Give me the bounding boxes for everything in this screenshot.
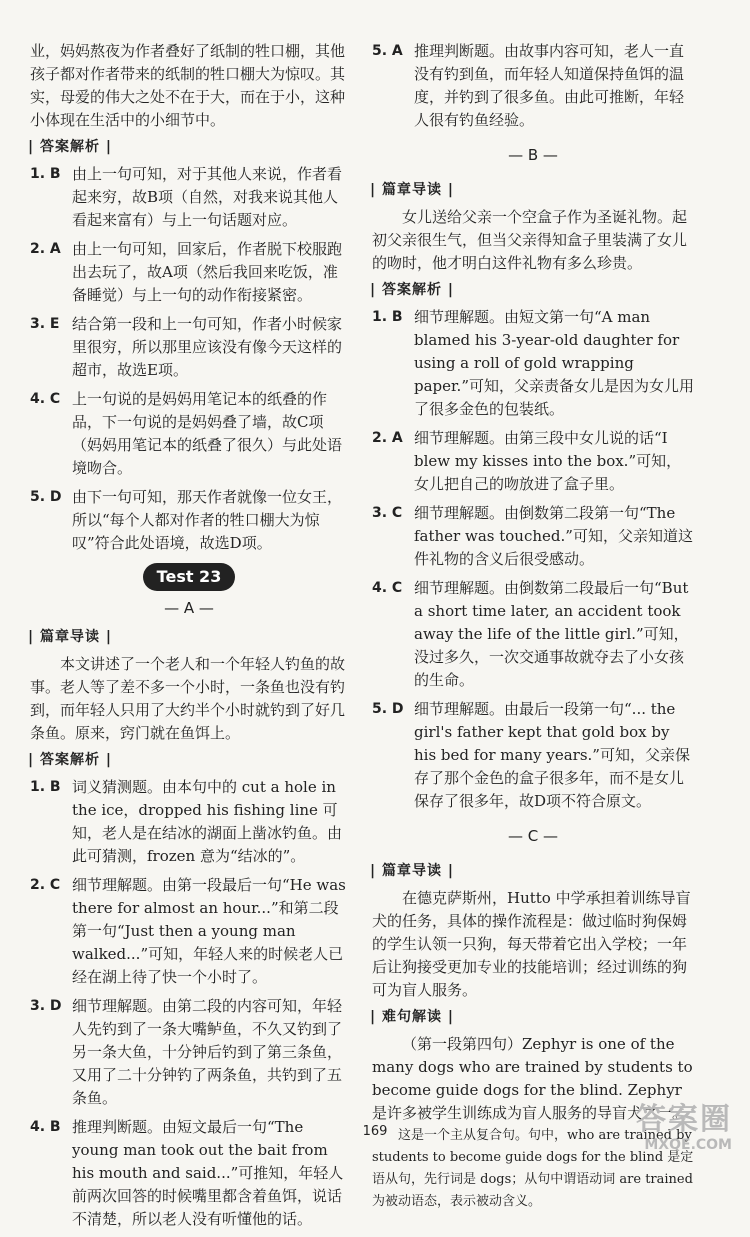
answer-text: 细节理解题。由最后一段第一句“... the girl's father kept that gold box by his bed for many years.”可知，父亲保存了那个金色的盒子很多年，而不是女儿保存了很多年，故D项不符合原文。 xyxy=(414,700,690,810)
answer-text: 细节理解题。由短文第一句“A man blamed his 3-year-old daughter for using a roll of gold wrapping paper.”可知，父亲责备女儿是因为女儿用了很多金色的包装纸。 xyxy=(414,308,694,418)
guide-paragraph: 本文讲述了一个老人和一个年轻人钓鱼的故事。老人等了差不多一个小时，一条鱼也没有钓到，而年轻人只用了大约半个小时就钓到了好几条鱼。原来，窍门就在鱼饵上。 xyxy=(30,655,346,742)
left-column xyxy=(30,40,348,1237)
watermark-text: 答案圈 xyxy=(636,1102,732,1137)
answers-header: | 答案解析 | xyxy=(370,279,694,302)
answer-number: 1. B xyxy=(372,309,403,325)
answer-number: 4. B xyxy=(30,1119,61,1135)
answer-item xyxy=(372,577,694,692)
answer-text: 细节理解题。由倒数第二段最后一句“But a short time later, an accident took away the life of the little girl.”可知，没过多久，一次交通事故就夺去了小女孩的生命。 xyxy=(414,579,689,689)
answer-item xyxy=(372,40,694,132)
answer-item xyxy=(372,502,694,571)
answer-list xyxy=(30,776,348,1231)
answer-item xyxy=(372,427,694,496)
guide-paragraph: 女儿送给父亲一个空盒子作为圣诞礼物。起初父亲很生气，但当父亲得知盒子里装满了女儿的吻时，他才明白这件礼物有多么珍贵。 xyxy=(372,208,688,272)
answer-item xyxy=(30,995,348,1110)
guide-paragraph: 在德克萨斯州，Hutto 中学承担着训练导盲犬的任务，具体的操作流程是：做过临时狗保姆的学生认领一只狗，每天带着它出入学校；一年后让狗接受更加专业的技能培训；经过训练的狗可为盲人服务。 xyxy=(372,889,691,999)
watermark-logo xyxy=(582,1103,732,1153)
hard-sentence-note: 这是一个主从复合句。句中，who are trained by students to become guide dogs for the blind 是定语从句，先行词是 dogs；从句中谓语动词 are trained 为被动语态，表示被动含义。 xyxy=(372,1128,694,1209)
answer-number: 5. D xyxy=(30,489,62,505)
section-c-heading: — C — xyxy=(507,827,558,845)
right-column xyxy=(372,40,694,1213)
answer-text: 结合第一段和上一句可知，作者小时候家里很穷，所以那里应该没有像今天这样的超市，故选E项。 xyxy=(72,315,343,379)
answer-item xyxy=(30,776,348,868)
section-b-heading: — B — xyxy=(508,146,558,164)
answer-item xyxy=(372,698,694,813)
answer-text: 细节理解题。由第二段的内容可知，年轻人先钓到了一条大嘴鲈鱼，不久又钓到了另一条大鱼，十分钟后钓到了第三条鱼，又用了二十分钟钓了两条鱼，共钓到了五条鱼。 xyxy=(72,997,343,1107)
answer-number: 5. D xyxy=(372,701,404,717)
answer-number: 2. A xyxy=(30,241,61,257)
answer-item xyxy=(30,163,348,232)
section-a-heading: — A — xyxy=(164,599,214,617)
guide-header: | 篇章导读 | xyxy=(28,626,348,649)
answer-number: 3. D xyxy=(30,998,62,1014)
answer-number: 2. C xyxy=(30,877,61,893)
answer-number: 4. C xyxy=(372,580,403,596)
answer-number: 1. B xyxy=(30,779,61,795)
answer-text: 细节理解题。由第三段中女儿说的话“I blew my kisses into the box.”可知，女儿把自己的吻放进了盒子里。 xyxy=(414,429,682,493)
answer-text: 由下一句可知，那天作者就像一位女王，所以“每个人都对作者的牲口棚大为惊叹”符合此处语境，故选D项。 xyxy=(72,488,343,552)
answer-text: 由上一句可知，回家后，作者脱下校服跑出去玩了，故A项（然后我回来吃饭，准备睡觉）与上一句的动作衔接紧密。 xyxy=(72,240,343,304)
answer-item xyxy=(30,486,348,555)
answer-text: 推理判断题。由短文最后一句“The young man took out the bait from his mouth and said...”可推知，年轻人前两次回答的时候嘴里都含着鱼饵，说话不清楚，所以老人没有听懂他的话。 xyxy=(72,1118,344,1228)
watermark-url: MXQE.COM xyxy=(644,1137,732,1153)
intro-paragraph: 业，妈妈熬夜为作者叠好了纸制的牲口棚，其他孩子都对作者带来的纸制的牲口棚大为惊叹。其实，母爱的伟大之处不在于大，而在于小，这种小体现在生活中的小细节中。 xyxy=(30,42,346,129)
answer-list xyxy=(372,306,694,813)
answer-list xyxy=(30,163,348,555)
hard-sentence: （第一段第四句）Zephyr is one of the many dogs who are trained by students to become guide dogs for the blind. Zephyr 是许多被学生训练成为盲人服务的导盲犬之一。 xyxy=(372,1035,693,1122)
guide-header: | 篇章导读 | xyxy=(370,860,694,883)
answer-number: 1. B xyxy=(30,166,61,182)
answer-number: 2. A xyxy=(372,430,403,446)
answer-item xyxy=(372,306,694,421)
answer-text: 上一句说的是妈妈用笔记本的纸叠的作品，下一句说的是妈妈叠了墙，故C项（妈妈用笔记本的纸叠了很久）与此处语境吻合。 xyxy=(72,390,343,477)
answer-number: 4. C xyxy=(30,391,61,407)
answer-text: 推理判断题。由故事内容可知，老人一直没有钓到鱼，而年轻人知道保持鱼饵的温度，并钓到了很多鱼。由此可推断，年轻人很有钓鱼经验。 xyxy=(414,42,685,129)
answer-item xyxy=(30,313,348,382)
answer-text: 词义猜测题。由本句中的 cut a hole in the ice，dropped his fishing line 可知，老人是在结冰的湖面上凿冰钓鱼。由此可猜测，frozen 意为“结冰的”。 xyxy=(72,778,343,865)
answer-number: 5. A xyxy=(372,43,403,59)
answer-number: 3. C xyxy=(372,505,403,521)
answer-text: 细节理解题。由倒数第二段第一句“The father was touched.”可知，父亲知道这件礼物的含义后很受感动。 xyxy=(414,504,693,568)
answer-item xyxy=(30,388,348,480)
hard-sentence-header: | 难句解读 | xyxy=(370,1006,694,1029)
answer-text: 由上一句可知，对于其他人来说，作者看起来穷，故B项（自然，对我来说其他人看起来富有）与上一句话题对应。 xyxy=(72,165,343,229)
answer-text: 细节理解题。由第一段最后一句“He was there for almost an hour...”和第二段第一句“Just then a young man walked...”可知，年轻人来的时候老人已经在湖上待了快一个小时了。 xyxy=(72,876,346,986)
answers-header: | 答案解析 | xyxy=(28,749,348,772)
test-label: Test 23 xyxy=(143,563,235,591)
answer-item xyxy=(30,874,348,989)
guide-header: | 篇章导读 | xyxy=(370,179,694,202)
answer-item xyxy=(30,238,348,307)
page-number: 169 xyxy=(362,1124,388,1139)
answers-header: | 答案解析 | xyxy=(28,136,348,159)
answer-number: 3. E xyxy=(30,316,60,332)
